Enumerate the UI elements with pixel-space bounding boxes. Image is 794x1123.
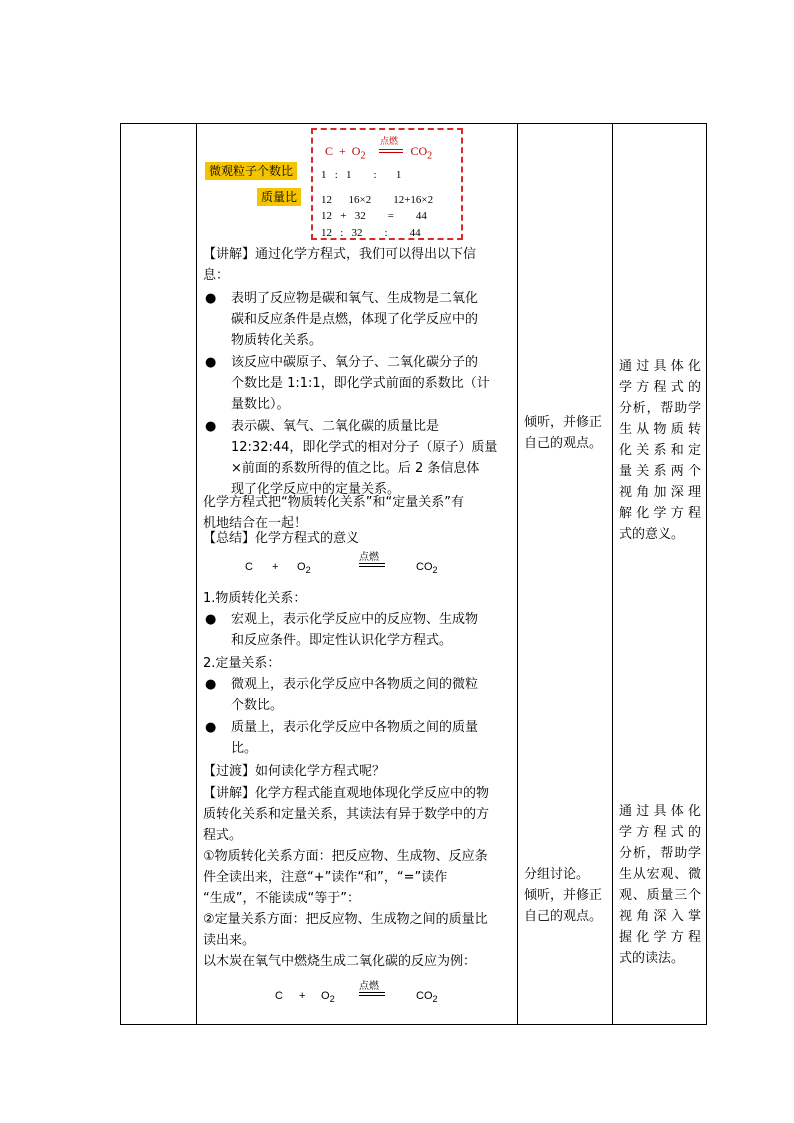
- lecture1-bullet: ● 表示碳、氧气、二氧化碳的质量比是 12:32:44，即化学式的相对分子（原子）质量 ×前面的系数所得的值之比。后 2 条信息体 现了化学反应中的定量关系。: [203, 416, 511, 500]
- summary-equation: C + $O_2$ 点燃 $CO_2$: [245, 552, 438, 576]
- lesson-plan-table: [120, 123, 707, 1025]
- mass-ratio-tag: 质量比: [257, 188, 301, 206]
- lecture1-combine: 化学方程式把“物质转化关系”和“定量关系”有 机地结合在一起！: [203, 495, 464, 531]
- student-activity-1: 倾听，并修正 自己的观点。: [524, 415, 603, 451]
- stage-cell: [121, 124, 197, 1025]
- teacher-activity-cell: [197, 124, 518, 1025]
- mass-row-1: 12 16×2 12+16×2: [321, 194, 434, 206]
- lecture1-intro: 【讲解】通过化学方程式，我们可以得出以下信 息：: [203, 247, 477, 283]
- transition-text: 【过渡】如何读化学方程式呢？: [203, 764, 386, 779]
- design-intent-cell: [613, 124, 707, 1025]
- bullet-dot-icon: ●: [205, 677, 217, 692]
- mass-row-2: 12 + 32 = 44: [321, 210, 427, 222]
- mass-row-3: 12 : 32 : 44: [321, 227, 421, 239]
- lecture2-equation: C + $O_2$ 点燃 $CO_2$: [275, 981, 438, 1005]
- bullet-dot-icon: ●: [205, 355, 217, 370]
- diagram-equation: $C + O_2$ $CO_2$: [325, 144, 433, 162]
- bullet-dot-icon: ●: [205, 720, 217, 735]
- summary-bullet: ● 质量上，表示化学反应中各物质之间的质量 比。: [203, 717, 511, 759]
- bullet-dot-icon: ●: [205, 419, 217, 434]
- design-intent-2: 通过具体化 学方程式的 分析，帮助学 生从宏观、微 观、质量三个 视角深入掌 握化学方程 式的读法。: [619, 804, 701, 966]
- design-intent-1: 通过具体化 学方程式的 分析，帮助学 生从物质转 化关系和定 量关系两个 视角加深理 解化学方程 式的意义。: [619, 359, 701, 542]
- bullet-dot-icon: ●: [205, 291, 217, 306]
- equation-diagram: [311, 128, 463, 240]
- summary-title: 【总结】化学方程式的意义: [203, 531, 360, 546]
- particle-ratio-tag: 微观粒子个数比: [205, 162, 297, 180]
- student-activity-cell: [518, 124, 613, 1025]
- student-activity-2: 分组讨论。 倾听，并修正 自己的观点。: [524, 867, 603, 924]
- bullet-dot-icon: ●: [205, 612, 217, 627]
- ratio-row: 1 : 1 : 1: [321, 169, 402, 181]
- lecture1-bullet: ● 表明了反应物是碳和氧气、生成物是二氧化 碳和反应条件是点燃，体现了化学反应中的 物质转化关系。: [203, 288, 511, 351]
- lecture1-bullet: ● 该反应中碳原子、氧分子、二氧化碳分子的 个数比是 1:1:1，即化学式前面的系数比（计 量数比）。: [203, 352, 511, 415]
- summary-bullet: ● 微观上，表示化学反应中各物质之间的微粒 个数比。: [203, 674, 511, 716]
- summary-section-1: 1.物质转化关系：: [203, 591, 307, 606]
- summary-bullet: ● 宏观上，表示化学反应中的反应物、生成物 和反应条件。即定性认识化学方程式。: [203, 609, 511, 651]
- lecture2-text: 【讲解】化学方程式能直观地体现化学反应中的物 质转化关系和定量关系，其读法有异于数学中的方 程式。 ①物质转化关系方面：把反应物、生成物、反应条 件全读出来，注意“+”读作“和”，“=”读作 “生成”，不能读成“等于”： ②定量关系方面：把反应物、生成物之间的质量比 读出来。 以木炭在氧气中燃烧生成二氧化碳的反应为例：: [203, 786, 490, 969]
- summary-section-2: 2.定量关系：: [203, 656, 281, 671]
- diagram-condition: 点燃: [380, 137, 399, 147]
